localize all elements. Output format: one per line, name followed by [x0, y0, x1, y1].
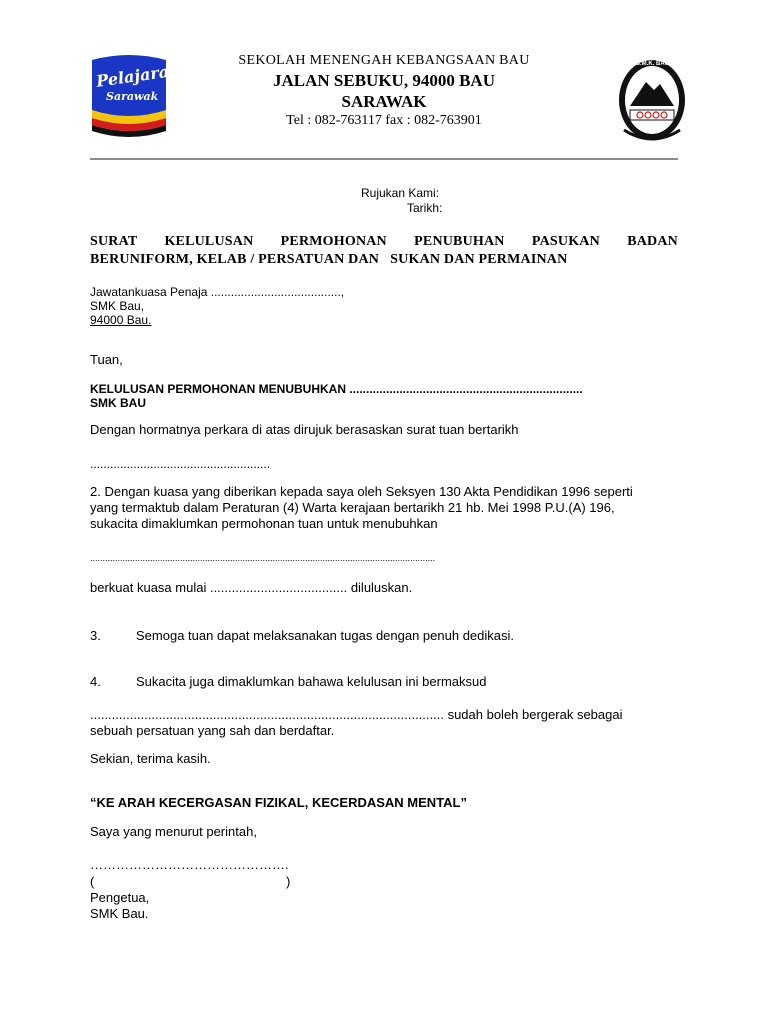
- crest-label: S.M.K. BAU: [636, 61, 669, 67]
- signature-paren-close: ): [286, 874, 291, 889]
- signature-intro: Saya yang menurut perintah,: [90, 824, 257, 839]
- paragraph-2-line2: yang termaktub dalam Peraturan (4) Warta kerajaan bertarikh 21 hb. Mei 1998 P.U.(A) 196,: [90, 500, 615, 515]
- paragraph-3: [90, 628, 514, 644]
- letter-title-line1: SURAT KELULUSAN PERMOHONAN PENUBUHAN PASUKAN BADAN: [90, 234, 678, 249]
- paragraph-2-blank: ..........................................................................................................................................: [90, 553, 436, 563]
- letter-title-line2: BERUNIFORM, KELAB / PERSATUAN DAN SUKAN DAN PERMAINAN: [90, 252, 568, 267]
- paragraph-2-end: berkuat kuasa mulai ...................................... diluluskan.: [90, 580, 413, 595]
- subject-line2: SMK BAU: [90, 396, 146, 410]
- school-address-line: JALAN SEBUKU, 94000 BAU: [273, 71, 495, 90]
- reference-tarikh: Tarikh:: [407, 201, 443, 215]
- signature-paren-open: (: [90, 874, 95, 889]
- closing-line: Sekian, terima kasih.: [90, 751, 211, 766]
- signatory-title: Pengetua,: [90, 890, 150, 905]
- paragraph-2-line3: sukacita dimaklumkan permohonan tuan untuk menubuhkan: [90, 516, 438, 531]
- reference-rujukan: Rujukan Kami:: [361, 186, 440, 200]
- letter-title: [90, 233, 678, 269]
- paragraph-3-number: 3.: [90, 628, 101, 643]
- address-line1: Jawatankuasa Penaja .......................................,: [90, 285, 345, 299]
- paragraph-4: [90, 674, 486, 690]
- logo-text-sarawak: Sarawak: [106, 90, 159, 103]
- logo-text-pelajaran: Pelajaran: [95, 60, 182, 91]
- paragraph-4-number: 4.: [90, 674, 101, 689]
- paragraph-1: Dengan hormatnya perkara di atas dirujuk berasaskan surat tuan bertarikh: [90, 422, 519, 437]
- paragraph-4-line3: sebuah persatuan yang sah dan berdaftar.: [90, 723, 335, 738]
- salutation: Tuan,: [90, 352, 123, 367]
- paragraph-4-text: Sukacita juga dimaklumkan bahawa kelulusan ini bermaksud: [136, 674, 487, 689]
- address-line2: SMK Bau,: [90, 299, 145, 313]
- school-contact: Tel : 082-763117 fax : 082-763901: [286, 113, 482, 128]
- recipient-address: [90, 285, 344, 327]
- signature-blank: ……………………………………….: [90, 857, 289, 872]
- school-motto: “KE ARAH KECERGASAN FIZIKAL, KECERDASAN MENTAL”: [90, 795, 467, 810]
- paragraph-3-text: Semoga tuan dapat melaksanakan tugas dengan penuh dedikasi.: [136, 628, 515, 643]
- paragraph-4-line2: .................................................................................................. sudah boleh bergerak sebagai: [90, 707, 623, 722]
- address-line3: 94000 Bau.: [90, 313, 152, 327]
- paragraph-2-line1: 2. Dengan kuasa yang diberikan kepada saya oleh Seksyen 130 Akta Pendidikan 1996 seperti: [90, 484, 633, 499]
- school-name: SEKOLAH MENENGAH KEBANGSAAN BAU: [238, 53, 530, 68]
- subject-line1: KELULUSAN PERMOHONAN MENUBUHKAN ......................................................................: [90, 382, 583, 396]
- reference-block: [361, 186, 442, 216]
- signatory-school: SMK Bau.: [90, 906, 149, 921]
- paragraph-1-blank: ......................................................: [90, 457, 271, 471]
- school-state: SARAWAK: [341, 92, 427, 111]
- header-divider: [90, 158, 678, 160]
